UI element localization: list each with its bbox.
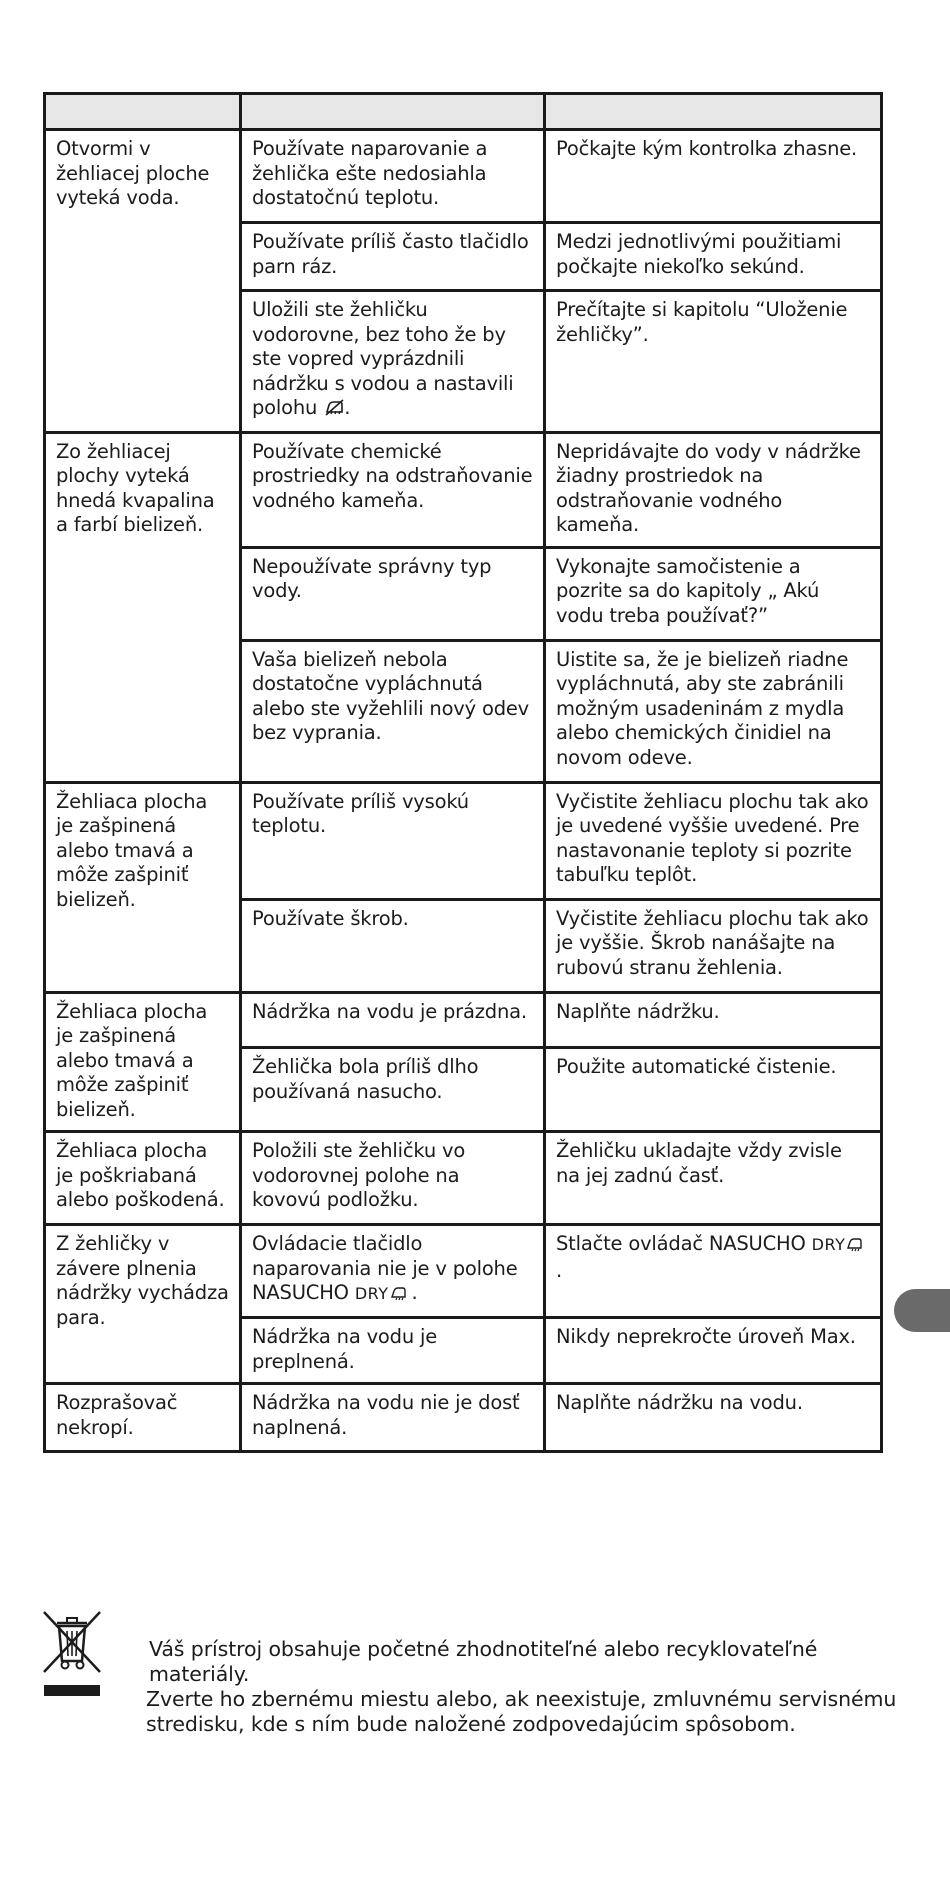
cause-cell: Používate naparovanie a žehlička ešte nedosiahla dostatočnú teplotu. [241, 130, 545, 223]
cause-cell: Položili ste žehličku vo vodorovnej polohe na kovovú podložku. [241, 1132, 545, 1225]
no-steam-icon [325, 398, 344, 423]
recycling-line-3: stredisku, kde s ním bude naložené zodpovedajúcim spôsobom. [146, 1712, 796, 1736]
cause-cell [241, 1225, 545, 1318]
cause-suffix: . [411, 1281, 418, 1304]
problem-cell: Žehliaca plocha je poškriabaná alebo poškodená. [45, 1132, 241, 1225]
cause-cell: Používate chemické prostriedky na odstraňovanie vodného kameňa. [241, 432, 545, 547]
table-row [45, 130, 882, 223]
cause-cell: Používate príliš často tlačidlo parn ráz. [241, 223, 545, 291]
recycling-line-2: Zverte ho zbernému miestu alebo, ak neexistuje, zmluvnému servisnému [146, 1687, 897, 1711]
header-cell-problem [45, 94, 241, 130]
cause-cell: Žehlička bola príliš dlho používaná nasucho. [241, 1048, 545, 1132]
solution-suffix: . [556, 1258, 562, 1282]
problem-cell: Žehliaca plocha je zašpinená alebo tmavá a môže zašpiniť bielizeň. [45, 782, 241, 992]
cause-cell: Používate škrob. [241, 899, 545, 992]
solution-cell: Prečítajte si kapitolu “Uloženie žehličky”. [545, 291, 882, 433]
table-row [45, 1132, 882, 1225]
cause-text: Ovládacie tlačidlo naparovania nie je v polohe NASUCHO [252, 1232, 518, 1304]
solution-cell: Uistite sa, že je bielizeň riadne vypláchnutá, aby ste zabránili možným usadeninám z mydla alebo chemických činidiel na novom odeve. [545, 640, 882, 782]
dry-steam-icon [391, 1283, 406, 1308]
problem-cell: Rozprašovač nekropí. [45, 1384, 241, 1452]
cause-text: Uložili ste žehličku vodorovne, bez toho že by ste vopred vyprázdnili nádržku s vodou a nastavili polohu [252, 298, 514, 419]
solution-cell: Počkajte kým kontrolka zhasne. [545, 130, 882, 223]
solution-cell: Medzi jednotlivými použitiami počkajte niekoľko sekúnd. [545, 223, 882, 291]
dry-label: DRY [354, 1284, 389, 1303]
table-row [45, 782, 882, 899]
recycling-line-1: Váš prístroj obsahuje početné zhodnotiteľné alebo recyklovateľné materiály. [149, 1637, 818, 1686]
cause-cell [241, 291, 545, 433]
troubleshooting-table [43, 92, 883, 1453]
solution-cell: Vyčistite žehliacu plochu tak ako je vyššie. Škrob nanášajte na rubovú stranu žehlenia. [545, 899, 882, 992]
problem-cell: Zo žehliacej plochy vyteká hnedá kvapalina a farbí bielizeň. [45, 432, 241, 782]
table-header-row [45, 94, 882, 130]
solution-cell: Vyčistite žehliacu plochu tak ako je uvedené vyššie uvedené. Pre nastavonanie teploty si pozrite tabuľku teplôt. [545, 782, 882, 899]
cause-suffix: . [344, 396, 351, 419]
solution-cell: Použite automatické čistenie. [545, 1048, 882, 1132]
cause-cell: Používate príliš vysokú teplotu. [241, 782, 545, 899]
crossed-out-wheelie-bin-icon [41, 1609, 103, 1697]
table-row [45, 992, 882, 1048]
solution-cell: Nikdy neprekročte úroveň Max. [545, 1318, 882, 1384]
table-row [45, 1225, 882, 1318]
solution-cell: Vykonajte samočistenie a pozrite sa do kapitoly „ Akú vodu treba používať?” [545, 547, 882, 640]
cause-cell: Nádržka na vodu je prázdna. [241, 992, 545, 1048]
header-cell-cause [241, 94, 545, 130]
solution-text: Stlačte ovládač NASUCHO [556, 1232, 806, 1255]
recycling-notice [146, 1637, 906, 1737]
solution-cell [545, 1225, 882, 1318]
table-row [45, 432, 882, 547]
dry-steam-icon [847, 1234, 862, 1259]
problem-cell: Otvormi v žehliacej ploche vyteká voda. [45, 130, 241, 433]
problem-cell: Z žehličky v závere plnenia nádržky vychádza para. [45, 1225, 241, 1384]
solution-cell: Naplňte nádržku. [545, 992, 882, 1048]
solution-cell: Nepridávajte do vody v nádržke žiadny prostriedok na odstraňovanie vodného kameňa. [545, 432, 882, 547]
solution-cell: Žehličku ukladajte vždy zvisle na jej zadnú časť. [545, 1132, 882, 1225]
dry-label: DRY [811, 1235, 846, 1254]
cause-cell: Nepoužívate správny typ vody. [241, 547, 545, 640]
cause-cell: Nádržka na vodu nie je dosť naplnená. [241, 1384, 545, 1452]
cause-cell: Vaša bielizeň nebola dostatočne vypláchnutá alebo ste vyžehlili nový odev bez vyprania. [241, 640, 545, 782]
cause-cell: Nádržka na vodu je preplnená. [241, 1318, 545, 1384]
table-row [45, 1384, 882, 1452]
problem-cell: Žehliaca plocha je zašpinená alebo tmavá a môže zašpiniť bielizeň. [45, 992, 241, 1132]
header-cell-solution [545, 94, 882, 130]
solution-cell: Naplňte nádržku na vodu. [545, 1384, 882, 1452]
section-tab [894, 1289, 950, 1332]
